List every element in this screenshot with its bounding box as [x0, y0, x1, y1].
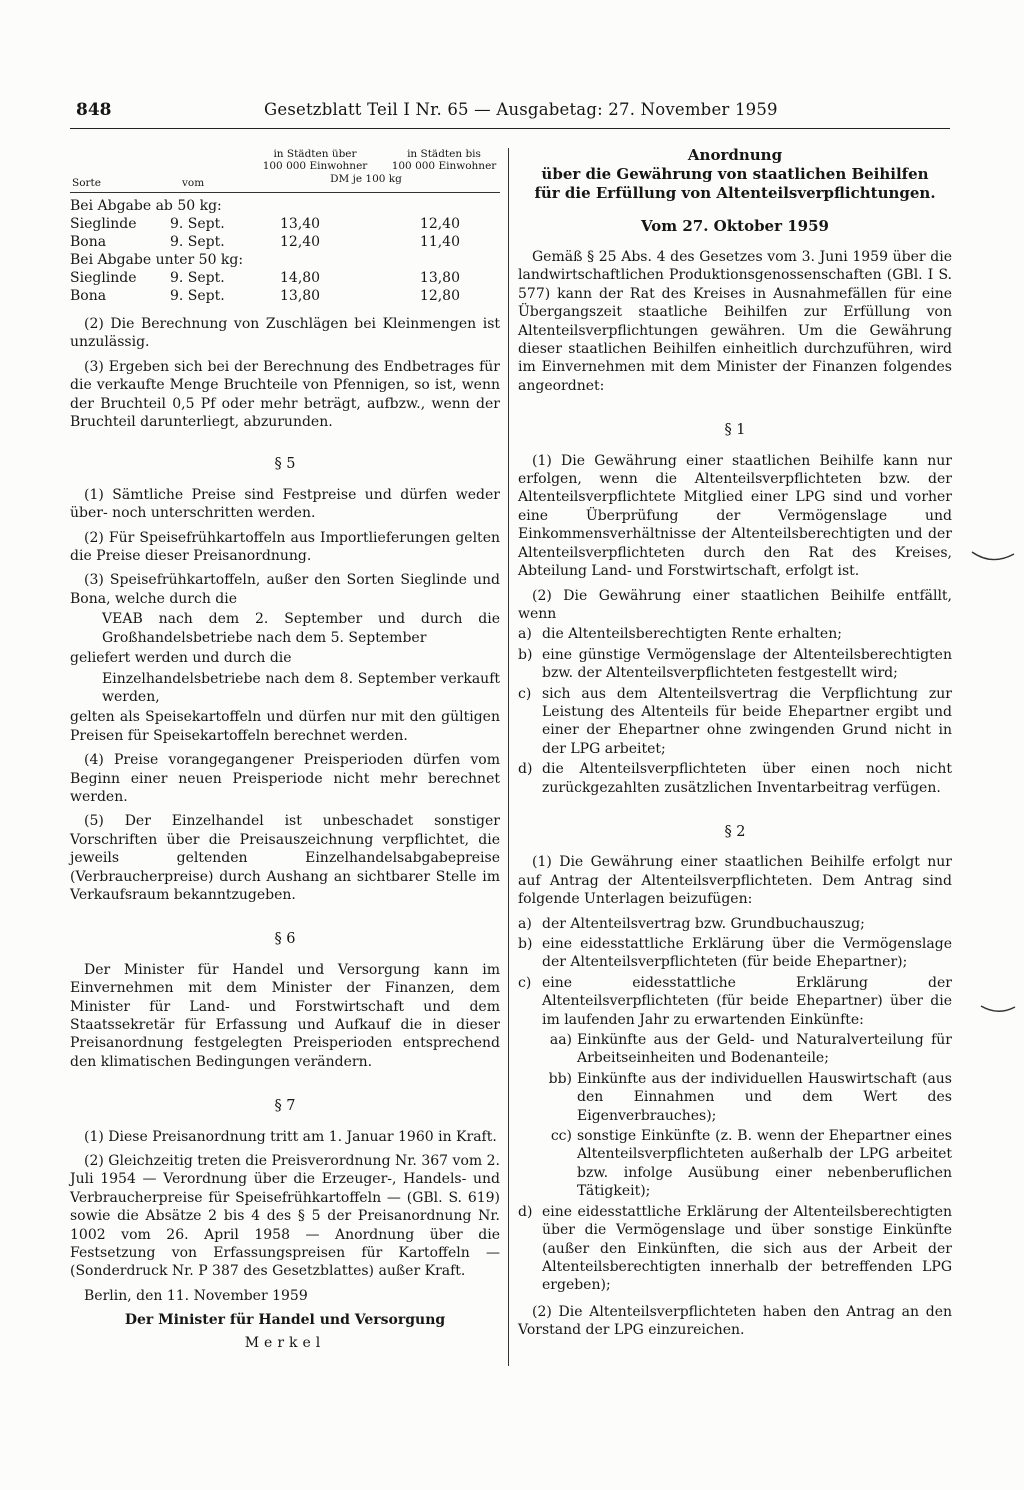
indented-text: Einzelhandelsbetriebe nach dem 8. September verkauft werden, [102, 670, 500, 705]
section-heading: § 6 [274, 931, 296, 948]
margin-mark-icon [978, 1002, 1018, 1018]
list-marker: b) [518, 936, 533, 952]
section-heading: § 5 [274, 456, 296, 473]
paragraph: (2) Die Berechnung von Zuschlägen bei Kleinmengen ist unzulässig. [70, 316, 500, 351]
list-item [518, 685, 952, 759]
cell-price-small: 12,40 [419, 216, 460, 232]
cell-vom: 9. Sept. [170, 216, 225, 232]
list-item [518, 625, 952, 643]
list-item [518, 935, 952, 972]
header-small-line2: 100 000 Einwohner [391, 160, 497, 172]
section-heading: § 2 [724, 823, 746, 840]
paragraph: (2) Für Speisefrühkartoffeln aus Importlieferungen gelten die Preise dieser Preisanordnung. [70, 529, 500, 565]
cell-price-small: 12,80 [419, 288, 460, 304]
paragraph: geliefert werden und durch die [70, 650, 292, 667]
section-heading: § 7 [274, 1098, 296, 1115]
cell-sorte: Sieglinde [70, 270, 137, 286]
price-table [70, 197, 498, 305]
sub-list-text: sonstige Einkünfte (z. B. wenn der Ehepartner eines Altenteilsverpflichteten außerhalb der LPG arbeitet bzw. infolge Ausübung einer nebenberuflichen Tätigkeit); [577, 1128, 952, 1200]
table-group-row [70, 197, 498, 215]
group-label: Bei Abgabe ab 50 kg: [70, 198, 222, 214]
cell-price-big: 13,40 [280, 216, 321, 232]
group-label: Bei Abgabe unter 50 kg: [70, 252, 244, 268]
list-text: eine günstige Vermögenslage der Altenteilsberechtigten bzw. der Altenteilsverpflichteten festgestellt wird; [542, 646, 952, 682]
ordinance-date: Vom 27. Oktober 1959 [641, 217, 829, 235]
column-divider [508, 148, 509, 1366]
price-table-header [70, 146, 500, 193]
list-text: eine eidesstattliche Erklärung über die Vermögenslage der Altenteilsverpflichteten (für beide Ehepartner); [542, 936, 952, 971]
cell-price-big: 14,80 [280, 270, 321, 286]
sub-list-item [518, 1031, 952, 1068]
header-vom: vom [182, 177, 205, 189]
paragraph: (1) Die Gewährung einer staatlichen Beihilfe kann nur erfolgen, wenn die Altenteilsverpflichteten bzw. der Altenteilsverpflichtete Mitglied einer LPG sind und vorher eine Überprüfung der Vermögenslage und Einkommensverhältnisse der Altenteilsberechtigten und der Altenteilsverpflichteten durch den Rat des Kreises, Abteilung Land- und Forstwirtschaft, erfolgt ist. [518, 452, 952, 580]
list-item [518, 646, 952, 683]
paragraph: gelten als Speisekartoffeln und dürfen nur mit den gültigen Preisen für Speisekartoffeln berechnet werden. [70, 709, 500, 744]
paragraph: Gemäß § 25 Abs. 4 des Gesetzes vom 3. Juni 1959 über die landwirtschaftlichen Produktionsgenossenschaften (GBl. I S. 577) kann der Rat des Kreises in Ausnahmefällen für eine Übergangszeit staatliche Beihilfen zur Erfüllung von Altenteilsverpflichtungen gewähren. Um die Gewährung dieser staatlichen Beihilfen einheitlich durchzuführen, wird im Einvernehmen mit dem Minister der Finanzen folgendes angeordnet: [518, 249, 952, 394]
header-big-line1: in Städten über [273, 148, 357, 160]
cell-vom: 9. Sept. [170, 270, 225, 286]
header-rule [70, 128, 950, 129]
cell-price-small: 11,40 [419, 234, 460, 250]
list-marker: a) [518, 915, 532, 932]
list-marker: d) [518, 1203, 533, 1220]
list-text: der Altenteilsvertrag bzw. Grundbuchauszug; [542, 915, 865, 932]
header-big-cities [250, 148, 380, 172]
sub-list-marker: cc) [550, 1128, 572, 1145]
header-big-line2: 100 000 Einwohner [262, 160, 368, 172]
table-row [70, 287, 498, 305]
list-text: sich aus dem Altenteilsvertrag die Verpflichtung zur Leistung des Altenteils für beide Ehepartner ergibt und einer der Ehepartner ohne zwingenden Grund nicht in der LPG arbeitet; [542, 685, 952, 757]
list-item [518, 760, 952, 797]
paragraph: (2) Die Altenteilsverpflichteten haben den Antrag an den Vorstand der LPG einzureichen. [518, 1303, 952, 1339]
table-row [70, 215, 498, 233]
list-marker: b) [518, 646, 533, 663]
sub-list-marker: aa) [549, 1032, 572, 1049]
margin-mark-icon [968, 548, 1018, 568]
paragraph: (5) Der Einzelhandel ist unbeschadet sonstiger Vorschriften über die Preisauszeichnung verpflichtet, die jeweils geltenden Einzelhandelsabgabepreise (Verbraucherpreise) durch Aushang an sichtbarer Stelle im Verkaufsraum bekanntzugeben. [70, 813, 500, 903]
signature-title: Der Minister für Handel und Versorgung [124, 1312, 446, 1329]
sub-list-text: Einkünfte aus der Geld- und Naturalverteilung für Arbeitseinheiten und Bodenanteile; [577, 1032, 952, 1067]
signature-name: Merkel [244, 1334, 326, 1351]
sub-list-text: Einkünfte aus der individuellen Hauswirtschaft (aus den Einnahmen und dem Wert des Eigenverbrauches); [577, 1070, 952, 1124]
ordinance-title: über die Gewährung von staatlichen Beihilfen [541, 165, 929, 183]
right-column [518, 146, 952, 1346]
cell-price-big: 12,40 [280, 234, 321, 250]
list-marker: c) [518, 685, 532, 702]
gazette-header-title: Gesetzblatt Teil I Nr. 65 — Ausgabetag: 27. November 1959 [264, 100, 778, 119]
header-unit: DM je 100 kg [330, 173, 402, 185]
list-text: eine eidesstattliche Erklärung der Altenteilsberechtigten über die Vermögenslage und über sonstige Einkünfte (außer den Einkünften, die sich aus der Arbeit der Altenteilsberechtigten innerhalb der betreffenden LPG ergeben); [542, 1203, 952, 1294]
header-small-cities [386, 148, 502, 172]
place-date: Berlin, den 11. November 1959 [84, 1287, 308, 1304]
page-number: 848 [76, 100, 112, 120]
list-marker: a) [518, 626, 532, 643]
cell-vom: 9. Sept. [170, 288, 225, 304]
sub-list-item [518, 1070, 952, 1125]
cell-price-big: 13,80 [280, 288, 321, 304]
table-group-row [70, 251, 498, 269]
list-text: die Altenteilsberechtigten Rente erhalten; [542, 626, 842, 643]
paragraph: (4) Preise vorangegangener Preisperioden dürfen vom Beginn einer neuen Preisperiode nicht mehr berechnet werden. [70, 752, 500, 805]
paragraph: (2) Gleichzeitig treten die Preisverordnung Nr. 367 vom 2. Juli 1954 — Verordnung über die Erzeuger-, Handels- und Verbraucherpreise für Speisefrühkartoffeln — (GBl. S. 619) sowie die Absätze 2 bis 4 des § 5 der Preisanordnung Nr. 1002 vom 26. April 1958 — Anordnung über die Festsetzung von Erfassungspreisen für Kartoffeln — (Sonderdruck Nr. P 387 des Gesetzblattes) außer Kraft. [70, 1153, 500, 1280]
paragraph: (2) Die Gewährung einer staatlichen Beihilfe entfällt, wenn [518, 587, 952, 622]
paragraph: (3) Ergeben sich bei der Berechnung des Endbetrages für die verkaufte Menge Bruchteile von Pfennigen, so ist, wenn der Bruchteil 0,5 Pf oder mehr beträgt, aufbzw., wenn der Bruchteil darunterliegt, abzurunden. [70, 358, 500, 431]
cell-vom: 9. Sept. [170, 234, 225, 250]
list-item [518, 974, 952, 1029]
ordinance-title: Anordnung [687, 146, 783, 164]
list-marker: c) [518, 974, 532, 991]
indented-text: VEAB nach dem 2. September und durch die Großhandelsbetriebe nach dem 5. September [102, 611, 500, 646]
paragraph: (3) Speisefrühkartoffeln, außer den Sorten Sieglinde und Bona, welche durch die [70, 572, 500, 607]
sub-list-marker: bb) [548, 1070, 572, 1087]
paragraph: (1) Sämtliche Preise sind Festpreise und dürfen weder über- noch unterschritten werden. [70, 486, 500, 522]
header-small-line1: in Städten bis [407, 148, 481, 160]
ordinance-title: für die Erfüllung von Altenteilsverpflichtungen. [534, 184, 936, 202]
list-item [518, 915, 952, 933]
list-item [518, 1203, 952, 1295]
header-sorte: Sorte [72, 177, 101, 189]
list-text: eine eidesstattliche Erklärung der Altenteilsverpflichteten (für beide Ehepartner) über die im laufenden Jahr zu erwartenden Einkünfte: [542, 974, 952, 1028]
page-header [76, 100, 956, 128]
list-text: die Altenteilsverpflichteten über einen noch nicht zurückgezahlten zusätzlichen Inventarbeitrag verfügen. [542, 761, 952, 796]
cell-sorte: Bona [70, 234, 107, 250]
table-row [70, 233, 498, 251]
section-heading: § 1 [724, 422, 746, 439]
sub-list-item [518, 1127, 952, 1201]
cell-sorte: Sieglinde [70, 216, 137, 232]
paragraph: (1) Die Gewährung einer staatlichen Beihilfe erfolgt nur auf Antrag der Altenteilsverpflichteten. Dem Antrag sind folgende Unterlagen beizufügen: [518, 854, 952, 908]
paragraph: (1) Diese Preisanordnung tritt am 1. Januar 1960 in Kraft. [84, 1128, 497, 1145]
left-column [70, 146, 500, 1352]
paragraph: Der Minister für Handel und Versorgung kann im Einvernehmen mit dem Minister der Finanzen, dem Minister für Land- und Forstwirtschaft und dem Staatssekretär für Erfassung und Aufkauf die in dieser Preisanordnung festgelegten Preisperioden entsprechend den klimatischen Bedingungen verändern. [70, 961, 500, 1070]
table-row [70, 269, 498, 287]
cell-sorte: Bona [70, 288, 107, 304]
list-marker: d) [518, 761, 533, 778]
cell-price-small: 13,80 [419, 270, 460, 286]
